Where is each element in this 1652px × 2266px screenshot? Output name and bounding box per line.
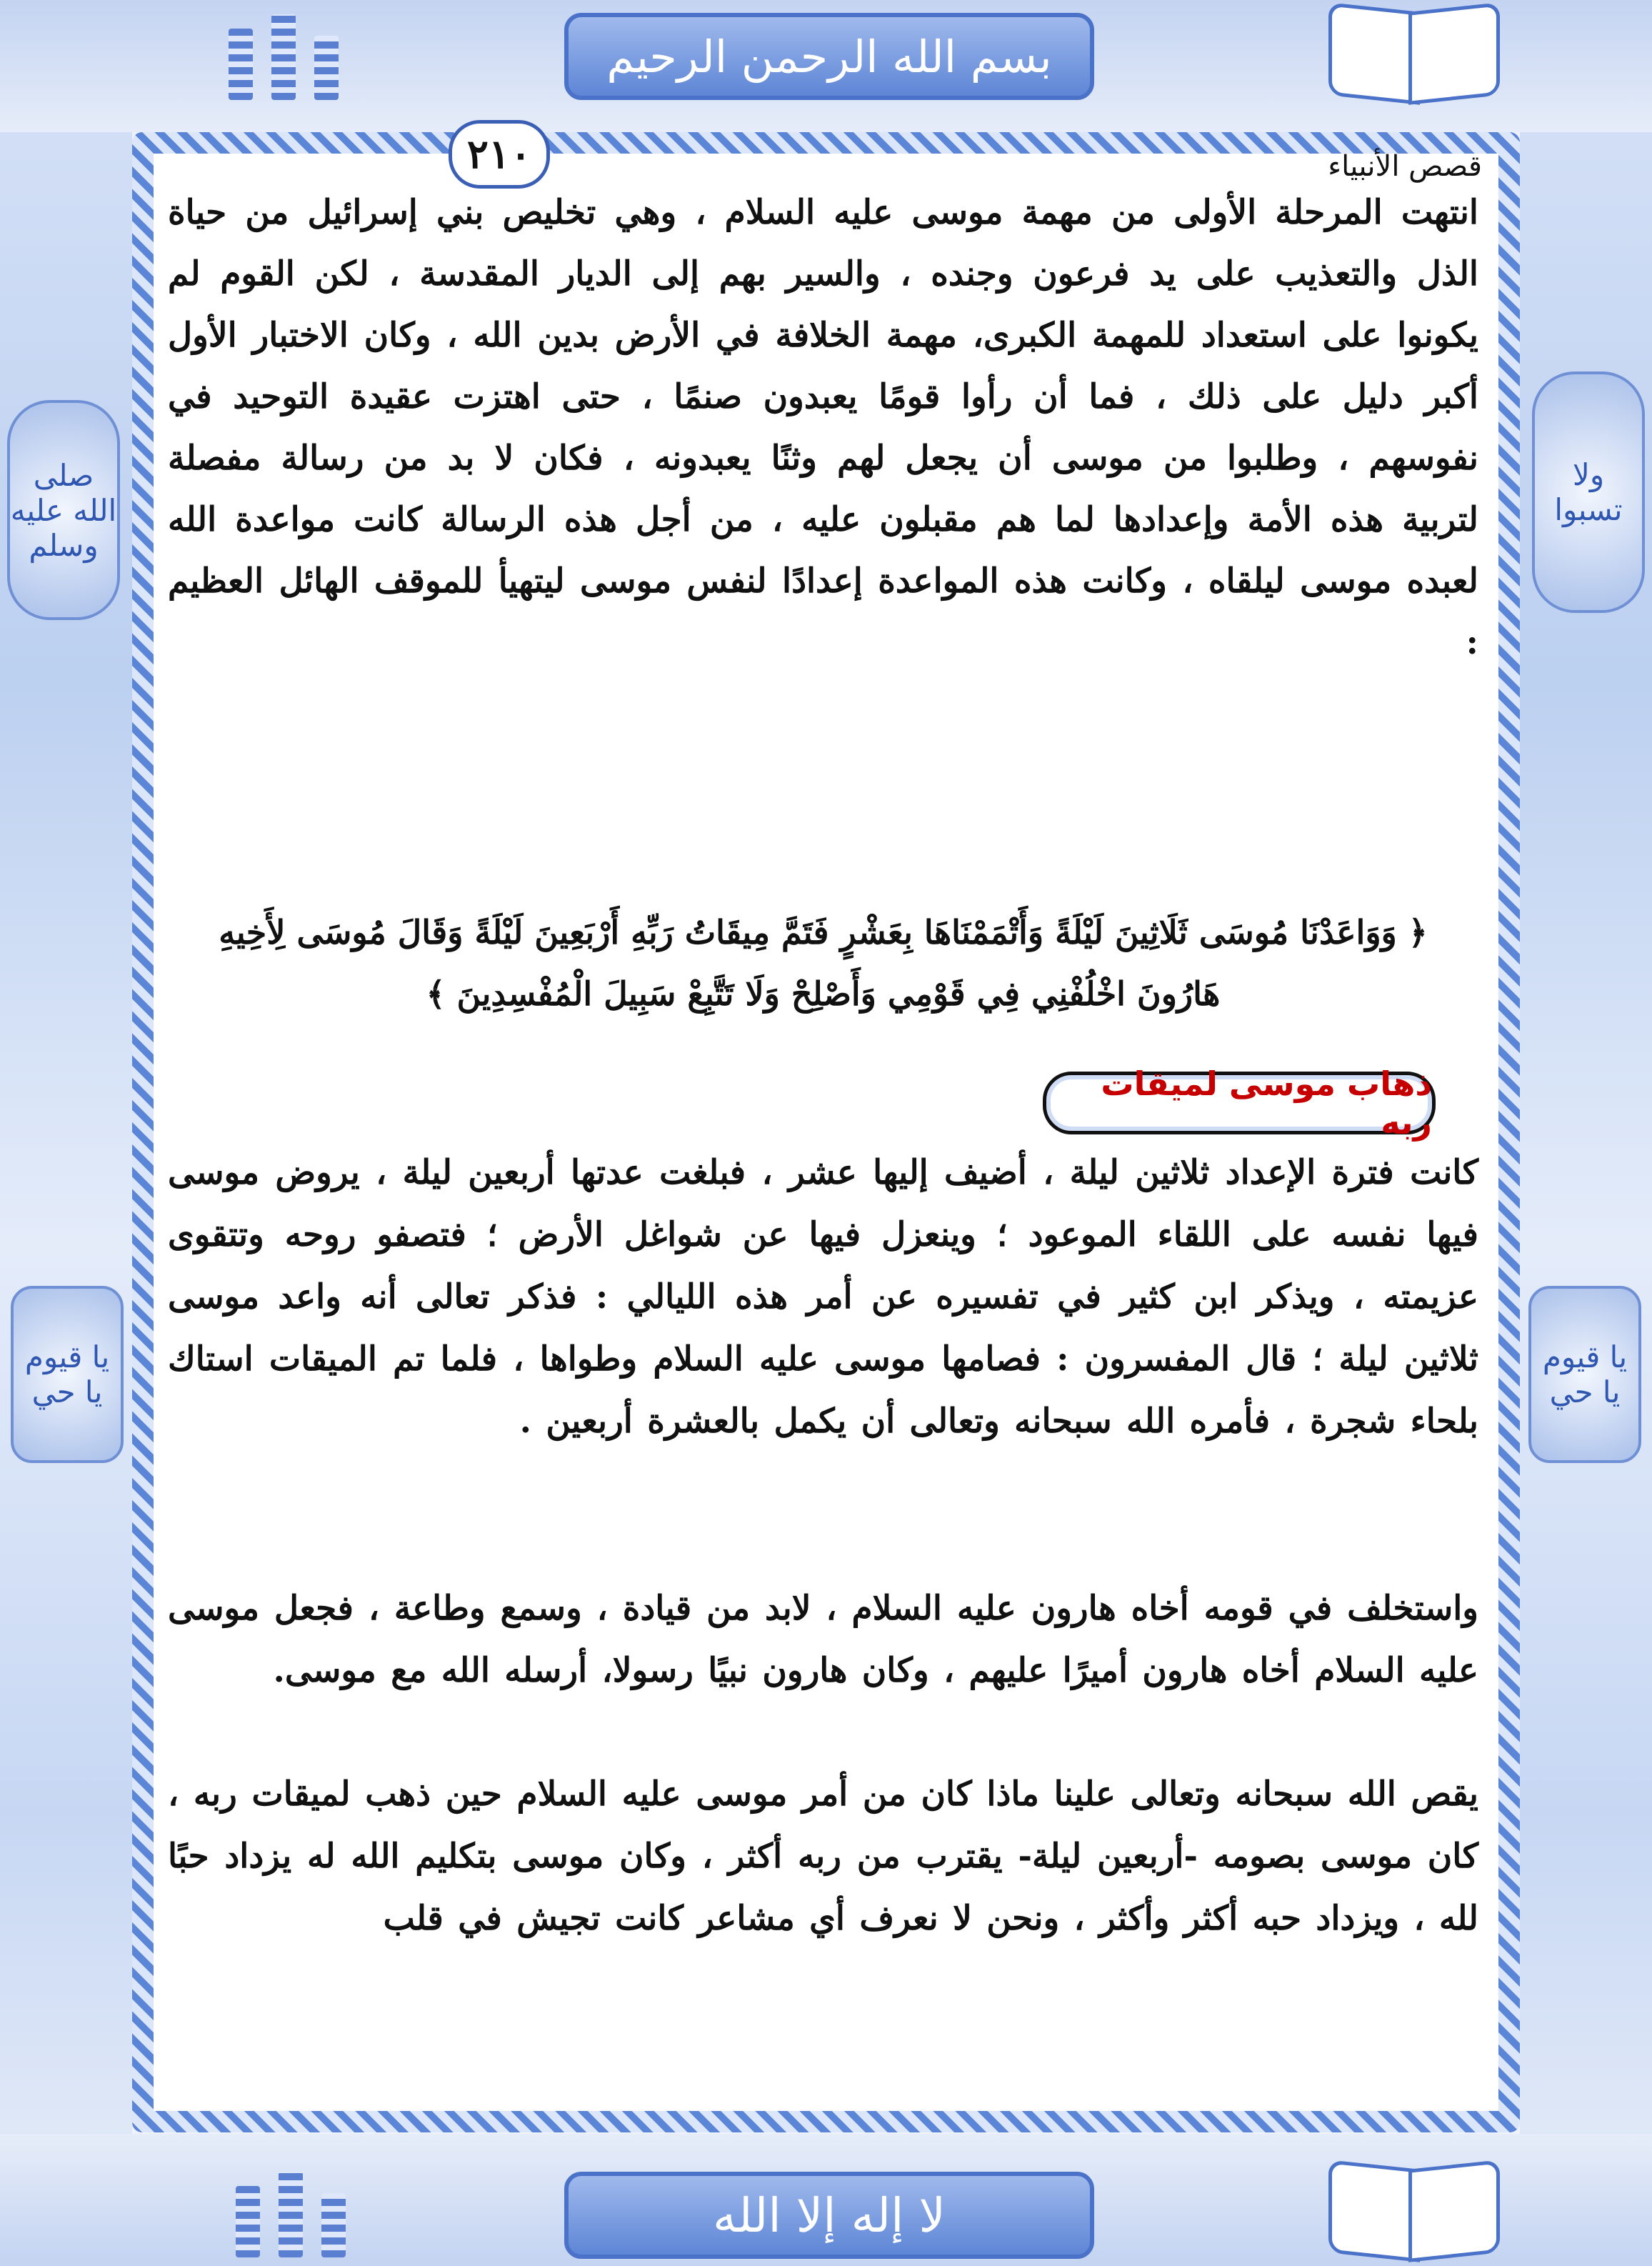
intro-paragraph: انتهت المرحلة الأولى من مهمة موسى عليه السلام ، وهي تخليص بني إسرائيل من حياة الذل والتعذيب على يد فرعون وجنده ، والسير بهم إلى الديار المقدسة ، لكن القوم لم يكونوا على استعداد للمهمة الكبرى، مهمة الخلافة في الأرض بدين الله ، وكان الاختبار الأول أكبر دليل على ذلك ، فما أن رأوا قومًا يعبدون صنمًا ، حتى اهتزت عقيدة التوحيد في نفوسهم ، وطلبوا من موسى أن يجعل لهم وثنًا يعبدونه ، فكان لا بد من رسالة مفصلة لتربية هذه الأمة وإعدادها لما هم مقبلون عليه ، من أجل هذه الرسالة كانت مواعدة الله لعبده موسى ليلقاه ، وكانت هذه المواعدة إعدادًا لنفس موسى ليتهيأ للموقف الهائل العظيم : <box>168 193 1478 662</box>
running-header: قصص الأنبياء <box>1328 150 1482 183</box>
candles-icon <box>229 7 350 100</box>
shahada-plaque: لا إله إلا الله <box>564 2172 1094 2259</box>
section-paragraph: واستخلف في قومه أخاه هارون عليه السلام ، لابد من قيادة ، وسمع وطاعة ، فجعل موسى عليه السلام أخاه هارون أميرًا عليهم ، وكان هارون نبيًا رسولا، أرسله الله مع موسى. <box>168 1589 1478 1690</box>
page-number: ٢١٠ <box>449 120 550 189</box>
section-heading: ذهاب موسى لميقات ربه <box>1043 1072 1436 1134</box>
basmala-plaque: بسم الله الرحمن الرحيم <box>564 13 1094 100</box>
left-mid-calligraphy: يا قيوم يا حي <box>11 1286 124 1463</box>
right-calligraphy-emblem: ولا تسبوا <box>1532 371 1645 613</box>
right-ornament-border <box>1520 0 1652 2266</box>
open-book-icon <box>1328 7 1500 100</box>
open-book-icon <box>1328 2165 1500 2257</box>
section-paragraph: يقص الله سبحانه وتعالى علينا ماذا كان من أمر موسى عليه السلام حين ذهب لميقات ربه ، كان موسى بصومه -أربعين ليلة- يقترب من ربه أكثر ، وكان موسى بتكليم الله له يزداد حبًا لله ، ويزداد حبه أكثر وأكثر ، ونحن لا نعرف أي مشاعر كانت تجيش في قلب <box>168 1775 1478 1938</box>
right-mid-calligraphy: يا قيوم يا حي <box>1528 1286 1641 1463</box>
candles-icon <box>236 2165 357 2257</box>
quran-verse: ﴿ وَوَاعَدْنَا مُوسَى ثَلَاثِينَ لَيْلَةً وَأَتْمَمْنَاهَا بِعَشْرٍ فَتَمَّ مِيقَاتُ رَبِّهِ أَرْبَعِينَ لَيْلَةً وَقَالَ مُوسَى لِأَخِيهِ هَارُونَ اخْلُفْنِي فِي قَوْمِي وَأَصْلِحْ وَلَا تَتَّبِعْ سَبِيلَ الْمُفْسِدِينَ ﴾ <box>219 913 1428 1013</box>
left-ornament-border <box>0 0 132 2266</box>
left-calligraphy-emblem: صلى الله عليه وسلم <box>7 400 120 620</box>
section-paragraph: كانت فترة الإعداد ثلاثين ليلة ، أضيف إليها عشر ، فبلغت عدتها أربعين ليلة ، يروض موسى فيها نفسه على اللقاء الموعود ؛ وينعزل فيها عن شواغل الأرض ؛ فتصفو روحه وتتقوى عزيمته ، ويذكر ابن كثير في تفسيره عن أمر هذه الليالي : فذكر تعالى أنه واعد موسى ثلاثين ليلة ؛ قال المفسرون : فصامها موسى عليه السلام وطواها ، فلما تم الميقات استاك بلحاء شجرة ، فأمره الله سبحانه وتعالى أن يكمل بالعشرة أربعين . <box>168 1153 1478 1441</box>
